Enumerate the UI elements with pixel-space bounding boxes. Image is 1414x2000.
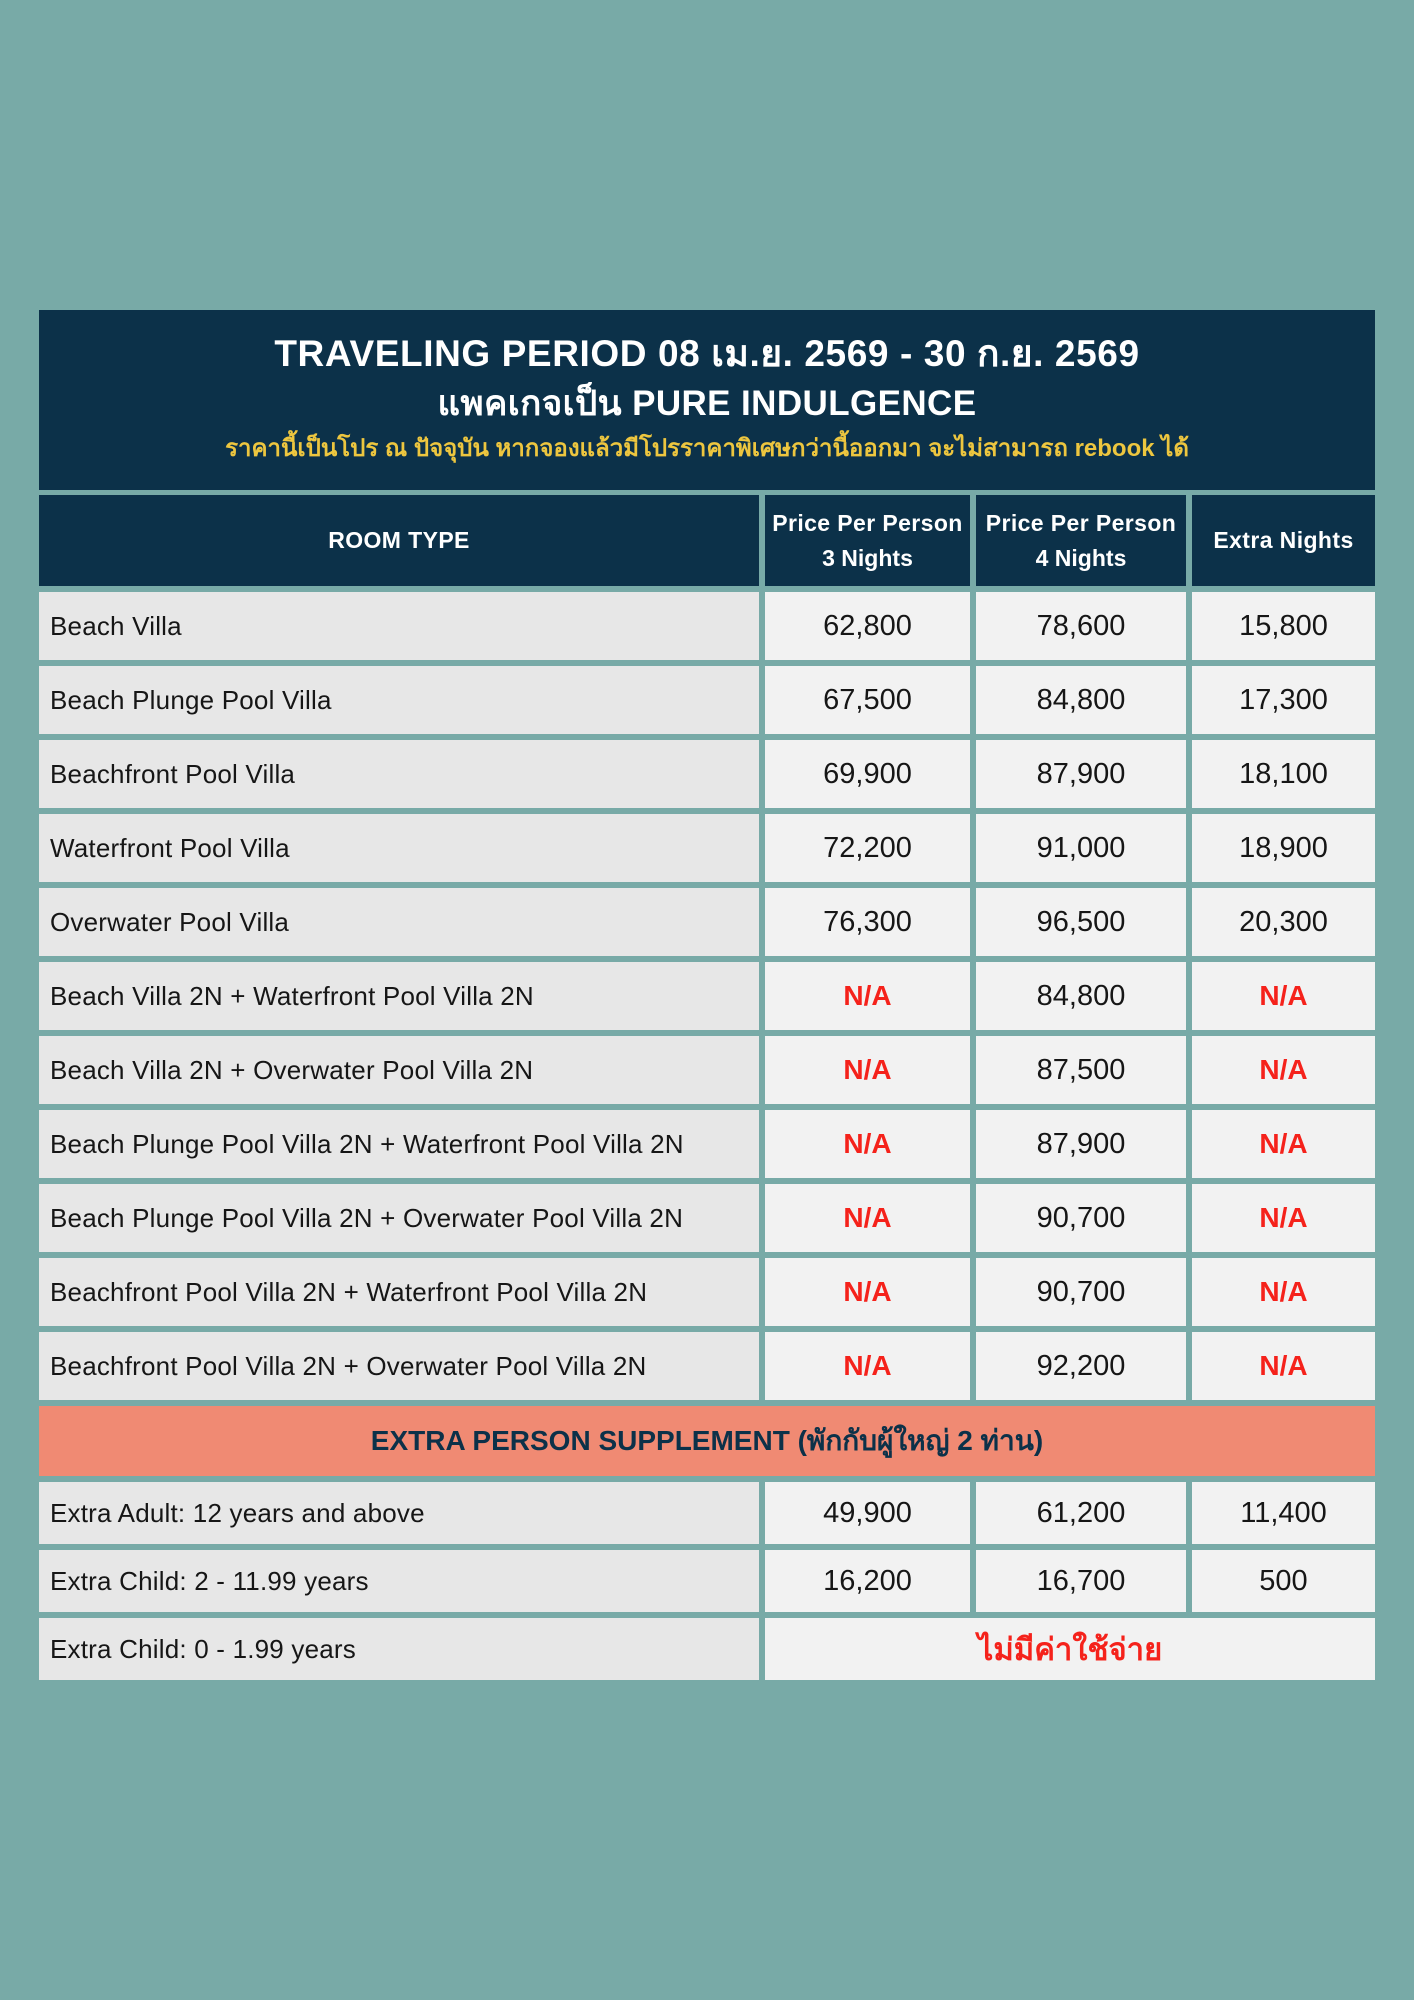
price-3-nights-cell: 76,300 — [765, 888, 970, 956]
price-4-nights-cell: 78,600 — [976, 592, 1186, 660]
column-header-sublabel: 3 Nights — [822, 544, 913, 571]
price-4-nights-cell: 87,500 — [976, 1036, 1186, 1104]
extra-person-supplement-banner: EXTRA PERSON SUPPLEMENT (พักกับผู้ใหญ่ 2 ท่าน) — [39, 1406, 1375, 1476]
price-3-nights-cell: N/A — [765, 1110, 970, 1178]
column-header-label: Price Per Person — [985, 510, 1177, 536]
room-type-cell: Beach Villa 2N + Waterfront Pool Villa 2N — [39, 962, 759, 1030]
supplement-row-label-cell: Extra Adult: 12 years and above — [39, 1482, 759, 1544]
price-4-nights-cell: 91,000 — [976, 814, 1186, 882]
room-type-cell: Beach Plunge Pool Villa 2N + Overwater Pool Villa 2N — [39, 1184, 759, 1252]
supplement-price-4-nights-cell: 61,200 — [976, 1482, 1186, 1544]
extra-nights-cell: 20,300 — [1192, 888, 1375, 956]
column-header-label: Extra Nights — [1213, 527, 1354, 554]
column-header-label: ROOM TYPE — [328, 527, 470, 554]
price-3-nights-cell: N/A — [765, 1036, 970, 1104]
price-3-nights-cell: N/A — [765, 1332, 970, 1400]
price-3-nights-cell: N/A — [765, 962, 970, 1030]
extra-nights-cell: N/A — [1192, 1332, 1375, 1400]
price-poster — [39, 310, 1375, 1680]
extra-nights-cell: N/A — [1192, 1110, 1375, 1178]
price-3-nights-cell: N/A — [765, 1184, 970, 1252]
price-4-nights-cell: 84,800 — [976, 962, 1186, 1030]
price-4-nights-cell: 96,500 — [976, 888, 1186, 956]
price-4-nights-cell: 84,800 — [976, 666, 1186, 734]
column-header-4-nights — [976, 495, 1186, 586]
room-type-cell: Beach Plunge Pool Villa 2N + Waterfront Pool Villa 2N — [39, 1110, 759, 1178]
extra-nights-cell: 15,800 — [1192, 592, 1375, 660]
supplement-price-4-nights-cell: 16,700 — [976, 1550, 1186, 1612]
extra-nights-cell: N/A — [1192, 962, 1375, 1030]
column-header-sublabel: 4 Nights — [1035, 544, 1127, 571]
supplement-row-label-cell: Extra Child: 0 - 1.99 years — [39, 1618, 759, 1680]
extra-nights-cell: 18,100 — [1192, 740, 1375, 808]
package-header — [39, 310, 1375, 490]
supplement-price-3-nights-cell: 49,900 — [765, 1482, 970, 1544]
extra-nights-cell: N/A — [1192, 1258, 1375, 1326]
room-type-cell: Beach Villa — [39, 592, 759, 660]
room-type-cell: Beachfront Pool Villa 2N + Overwater Pool Villa 2N — [39, 1332, 759, 1400]
room-type-cell: Beachfront Pool Villa — [39, 740, 759, 808]
extra-nights-cell: 18,900 — [1192, 814, 1375, 882]
column-header-3-nights — [765, 495, 970, 586]
column-header-label: Price Per Person — [772, 510, 963, 536]
package-name-title: แพคเกจเป็น PURE INDULGENCE — [437, 384, 977, 424]
room-type-cell: Beachfront Pool Villa 2N + Waterfront Pool Villa 2N — [39, 1258, 759, 1326]
extra-nights-cell: 17,300 — [1192, 666, 1375, 734]
supplement-row-label-cell: Extra Child: 2 - 11.99 years — [39, 1550, 759, 1612]
room-type-cell: Overwater Pool Villa — [39, 888, 759, 956]
free-of-charge-cell: ไม่มีค่าใช้จ่าย — [765, 1618, 1375, 1680]
price-3-nights-cell: 69,900 — [765, 740, 970, 808]
room-type-cell: Beach Plunge Pool Villa — [39, 666, 759, 734]
column-header-room-type — [39, 495, 759, 586]
extra-nights-cell: N/A — [1192, 1184, 1375, 1252]
extra-nights-cell: N/A — [1192, 1036, 1375, 1104]
price-3-nights-cell: 72,200 — [765, 814, 970, 882]
traveling-period-title: TRAVELING PERIOD 08 เม.ย. 2569 - 30 ก.ย. 2569 — [274, 333, 1140, 374]
supplement-price-3-nights-cell: 16,200 — [765, 1550, 970, 1612]
price-4-nights-cell: 92,200 — [976, 1332, 1186, 1400]
price-4-nights-cell: 87,900 — [976, 1110, 1186, 1178]
price-3-nights-cell: 67,500 — [765, 666, 970, 734]
price-4-nights-cell: 87,900 — [976, 740, 1186, 808]
room-type-cell: Waterfront Pool Villa — [39, 814, 759, 882]
supplement-extra-nights-cell: 500 — [1192, 1550, 1375, 1612]
price-3-nights-cell: N/A — [765, 1258, 970, 1326]
room-type-cell: Beach Villa 2N + Overwater Pool Villa 2N — [39, 1036, 759, 1104]
price-4-nights-cell: 90,700 — [976, 1184, 1186, 1252]
column-header-extra-nights — [1192, 495, 1375, 586]
price-3-nights-cell: 62,800 — [765, 592, 970, 660]
promo-condition-note: ราคานี้เป็นโปร ณ ปัจจุบัน หากจองแล้วมีโปรราคาพิเศษกว่านี้ออกมา จะไม่สามารถ rebook ได้ — [225, 435, 1189, 463]
supplement-extra-nights-cell: 11,400 — [1192, 1482, 1375, 1544]
price-table — [39, 495, 1375, 1680]
price-4-nights-cell: 90,700 — [976, 1258, 1186, 1326]
